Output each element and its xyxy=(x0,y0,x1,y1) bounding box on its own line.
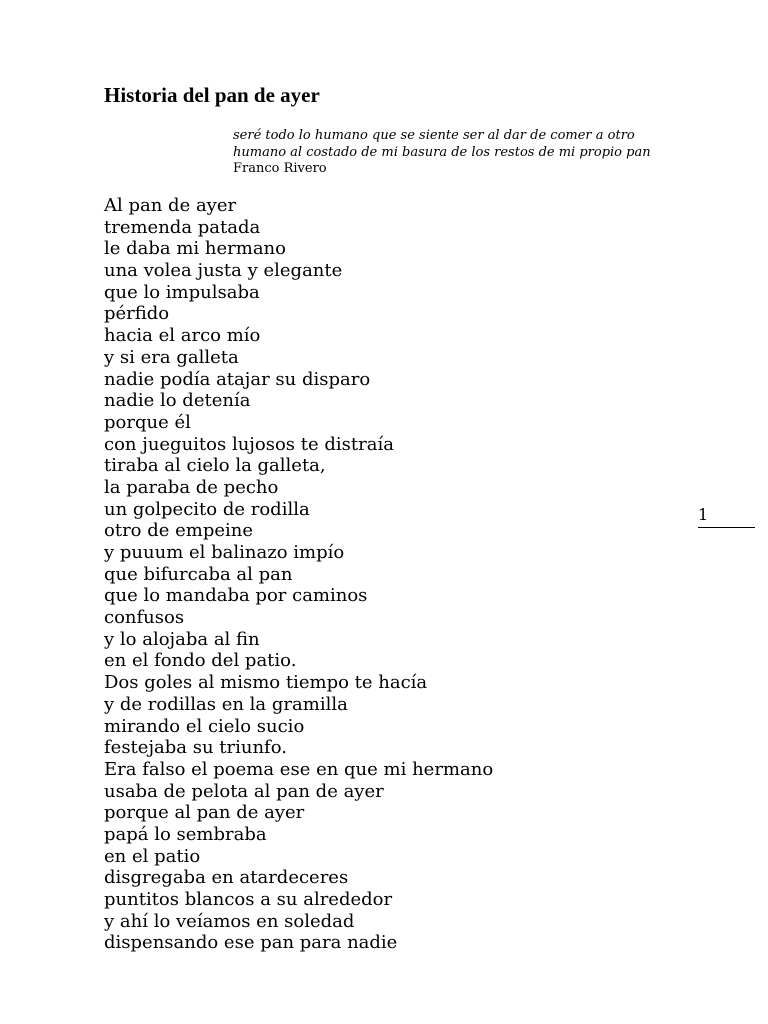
poem-line: y si era galleta xyxy=(104,346,239,368)
epigraph-line: seré todo lo humano que se siente ser al dar de comer a otro xyxy=(233,128,635,143)
poem-line: hacia el arco mío xyxy=(104,325,261,347)
poem-line: que lo impulsaba xyxy=(104,281,260,303)
poem-title: Historia del pan de ayer xyxy=(104,83,320,107)
poem-line: y puuum el balinazo impío xyxy=(104,542,345,563)
poem-line: nadie podía atajar su disparo xyxy=(104,368,371,390)
poem-line: dispensando ese pan para nadie xyxy=(104,932,398,954)
poem-line: mirando el cielo sucio xyxy=(104,715,305,737)
poem-line: nadie lo detenía xyxy=(104,390,251,412)
poem-line: en el fondo del patio. xyxy=(104,650,297,672)
poem-line: puntitos blancos a su alrededor xyxy=(104,889,393,910)
poem-line: y lo alojaba al fin xyxy=(104,628,260,650)
poem-line: otro de empeine xyxy=(104,520,254,542)
poem-line: papá lo sembraba xyxy=(104,823,267,845)
poem-line: pérfido xyxy=(104,303,170,325)
poem-line: Era falso el poema ese en que mi hermano xyxy=(104,758,494,780)
poem-line: porque al pan de ayer xyxy=(104,802,305,824)
poem-line: y de rodillas en la gramilla xyxy=(104,693,348,715)
poem-body xyxy=(104,195,493,954)
poem-line: y ahí lo veíamos en soledad xyxy=(104,910,355,932)
poem-line: la paraba de pecho xyxy=(104,476,279,498)
poem-line: usaba de pelota al pan de ayer xyxy=(104,780,384,802)
poem-line: que bifurcaba al pan xyxy=(104,563,293,585)
poem-line: festejaba su triunfo. xyxy=(104,737,287,759)
poem-line: confusos xyxy=(104,607,185,629)
poem-line: Dos goles al mismo tiempo te hacía xyxy=(104,672,428,694)
page-number: 1 xyxy=(698,505,755,528)
poem-line: porque él xyxy=(104,411,191,433)
poem-line: Al pan de ayer xyxy=(104,195,237,216)
poem-line: disgregaba en atardeceres xyxy=(104,867,349,889)
epigraph-line: humano al costado de mi basura de los restos de mi propio pan xyxy=(233,144,651,160)
poem-line: en el patio xyxy=(104,845,201,867)
poem-line: que lo mandaba por caminos xyxy=(104,585,368,607)
epigraph xyxy=(233,128,693,178)
poem-line: un golpecito de rodilla xyxy=(104,498,310,520)
poem-line: una volea justa y elegante xyxy=(104,260,343,282)
poem-line: tremenda patada xyxy=(104,216,261,238)
poem-line: con jueguitos lujosos te distraía xyxy=(104,433,394,455)
epigraph-author: Franco Rivero xyxy=(233,161,327,176)
poem-line: tiraba al cielo la galleta, xyxy=(104,455,326,477)
poem-line: le daba mi hermano xyxy=(104,238,286,260)
